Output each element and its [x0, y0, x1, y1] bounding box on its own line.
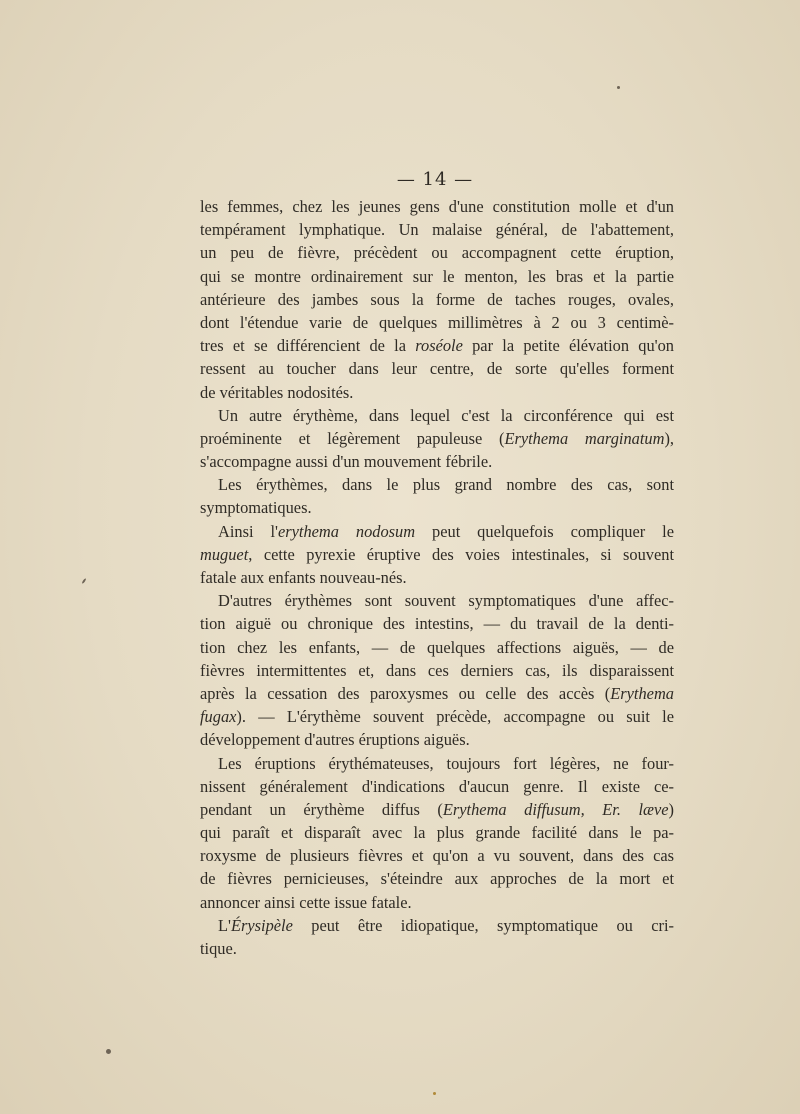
- paper-speck: [81, 578, 86, 584]
- text-line: [200, 775, 674, 798]
- text-line: [200, 589, 674, 612]
- italic-term: roséole: [415, 336, 463, 356]
- text-line: [200, 914, 674, 937]
- text-line: [200, 636, 674, 659]
- text-line: [200, 357, 674, 380]
- text-line: [200, 867, 674, 890]
- text-line: [200, 543, 674, 566]
- text-run: ): [668, 799, 674, 819]
- text-run: tique.: [200, 939, 237, 958]
- text-run: roxysme de plusieurs fièvres et qu'on a vu souvent, dans des cas: [200, 846, 674, 866]
- text-line: [200, 427, 674, 450]
- text-line: [200, 566, 674, 589]
- body-text: [200, 195, 674, 960]
- text-run: tion chez les enfants, — de quelques affections aiguës, — de: [200, 637, 674, 657]
- text-run: annoncer ainsi cette issue fatale.: [200, 892, 412, 912]
- text-run: ). — L'érythème souvent précède, accompagne ou suit le: [236, 707, 674, 727]
- text-line: [200, 937, 674, 960]
- text-line: [200, 288, 674, 311]
- text-line: [200, 659, 674, 682]
- italic-term: fugax: [200, 707, 237, 727]
- text-run: ressent au toucher dans leur centre, de sorte qu'elles forment: [200, 359, 674, 379]
- text-run: fatale aux enfants nouveau-nés.: [200, 568, 407, 587]
- text-line: [200, 381, 674, 404]
- text-line: [200, 821, 674, 844]
- text-line: [200, 473, 674, 496]
- text-run: tion aiguë ou chronique des intestins, — du travail de la denti-: [200, 614, 674, 634]
- text-run: nissent généralement d'indications d'aucun genre. Il existe ce-: [200, 776, 674, 796]
- text-line: [200, 891, 674, 914]
- text-line: [200, 520, 674, 543]
- italic-term: erythema nodosum: [277, 521, 416, 541]
- text-line: [200, 450, 674, 473]
- text-run: tempérament lymphatique. Un malaise général, de l'abattement,: [200, 220, 674, 240]
- text-line: [200, 705, 674, 728]
- text-line: [200, 404, 674, 427]
- italic-term: muguet: [200, 544, 249, 564]
- text-run: Un autre érythème, dans lequel c'est la circonférence qui est: [218, 405, 674, 425]
- text-line: [200, 218, 674, 241]
- text-line: [200, 612, 674, 635]
- text-line: [200, 844, 674, 867]
- text-run: proéminente et légèrement papuleuse (: [200, 428, 505, 448]
- text-run: de fièvres pernicieuses, s'éteindre aux approches de la mort et: [200, 869, 674, 889]
- page-number: — 14 —: [396, 169, 474, 190]
- text-run: peut quelquefois compliquer le: [415, 521, 675, 541]
- text-run: , cette pyrexie éruptive des voies intestinales, si souvent: [248, 544, 674, 564]
- text-line: [200, 728, 674, 751]
- paper-speck: [433, 1092, 436, 1095]
- text-run: Les éruptions érythémateuses, toujours fort légères, ne four-: [218, 753, 674, 773]
- italic-term: Erythema diffusum, Er. læve: [442, 799, 669, 819]
- text-line: [200, 265, 674, 288]
- italic-term: Erythema marginatum: [504, 428, 665, 448]
- text-run: Les érythèmes, dans le plus grand nombre des cas, sont: [218, 475, 674, 495]
- text-run: après la cessation des paroxysmes ou celle des accès (: [200, 683, 611, 703]
- text-line: [200, 682, 674, 705]
- text-run: peut être idiopatique, symptomatique ou cri-: [292, 915, 674, 935]
- text-line: [200, 798, 674, 821]
- text-run: de véritables nodosités.: [200, 382, 354, 402]
- text-run: qui se montre ordinairement sur le menton, les bras et la partie: [200, 266, 674, 286]
- text-run: développement d'autres éruptions aiguës.: [200, 730, 470, 750]
- italic-term: Erythema: [610, 683, 674, 703]
- text-line: [200, 752, 674, 775]
- text-run: L': [218, 915, 231, 935]
- text-run: symptomatiques.: [200, 498, 312, 518]
- text-run: Ainsi l': [218, 521, 278, 541]
- text-run: par la petite élévation qu'on: [462, 336, 674, 356]
- text-run: qui paraît et disparaît avec la plus grande facilité dans le pa-: [200, 823, 674, 843]
- text-run: fièvres intermittentes et, dans ces derniers cas, ils disparaissent: [200, 660, 674, 680]
- text-run: dont l'étendue varie de quelques millimètres à 2 ou 3 centimè-: [200, 312, 674, 332]
- text-run: ),: [664, 428, 674, 448]
- text-run: les femmes, chez les jeunes gens d'une constitution molle et d'un: [200, 197, 674, 216]
- text-run: s'accompagne aussi d'un mouvement fébrile.: [200, 452, 493, 472]
- text-line: [200, 241, 674, 264]
- text-run: un peu de fièvre, précèdent ou accompagnent cette éruption,: [200, 243, 674, 263]
- text-line: [200, 496, 674, 519]
- text-line: [200, 334, 674, 357]
- text-run: antérieure des jambes sous la forme de taches rouges, ovales,: [200, 289, 674, 309]
- text-run: pendant un érythème diffus (: [200, 799, 443, 819]
- italic-term: Érysipèle: [230, 915, 293, 935]
- text-line: [200, 311, 674, 334]
- text-line: [200, 195, 674, 218]
- text-run: tres et se différencient de la: [200, 336, 416, 356]
- paper-speck: [106, 1049, 111, 1054]
- paper-speck: [617, 86, 620, 89]
- text-run: D'autres érythèmes sont souvent symptomatiques d'une affec-: [218, 591, 674, 611]
